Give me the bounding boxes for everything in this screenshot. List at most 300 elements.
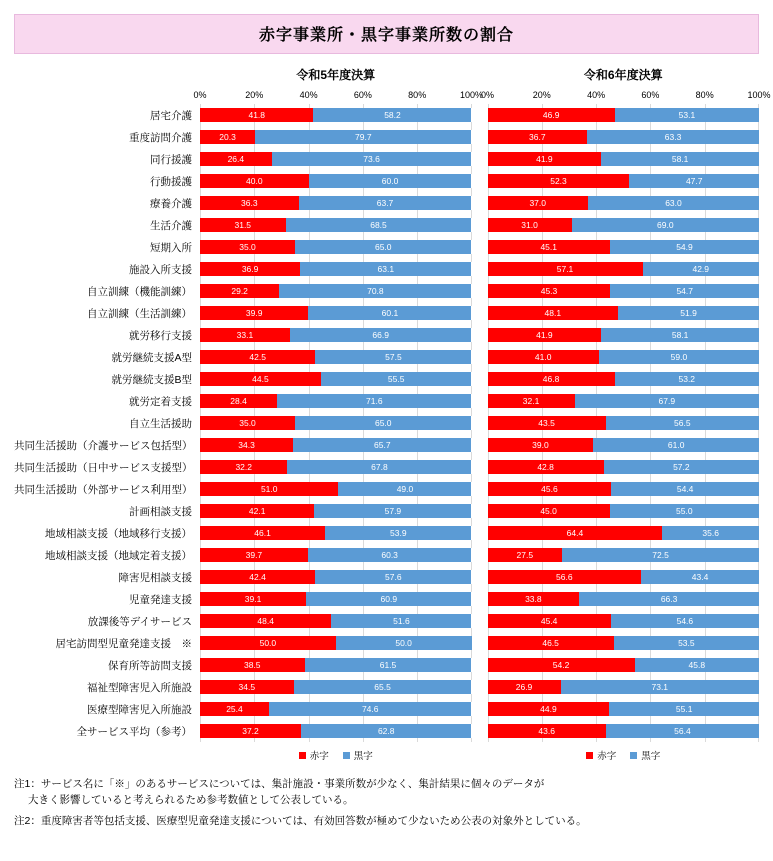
bar-row bbox=[200, 170, 472, 192]
bar-value-label: 25.4 bbox=[226, 703, 243, 714]
bar-segment-blue bbox=[295, 416, 471, 430]
x-axis-tick: 100% bbox=[459, 90, 484, 100]
bar-segment-red bbox=[200, 174, 309, 188]
bar-segment-blue bbox=[609, 702, 759, 716]
bar-value-label: 26.9 bbox=[515, 681, 533, 692]
bar-value-label: 33.1 bbox=[236, 329, 254, 340]
stacked-bar bbox=[200, 548, 472, 562]
category-label-row bbox=[14, 610, 200, 632]
category-label-row bbox=[14, 544, 200, 566]
bar-wrapper bbox=[488, 654, 760, 676]
category-label: 就労移行支援 bbox=[129, 329, 192, 342]
bar-wrapper bbox=[200, 324, 472, 346]
legend-label-blue-0: 黒字 bbox=[353, 751, 373, 762]
bar-value-label: 65.7 bbox=[374, 439, 391, 450]
bar-value-label: 44.5 bbox=[252, 373, 269, 384]
bar-wrapper bbox=[200, 302, 472, 324]
category-label: 自立生活援助 bbox=[129, 417, 192, 430]
bar-segment-red bbox=[488, 724, 606, 738]
bar-segment-red bbox=[200, 592, 306, 606]
bar-value-label: 49.0 bbox=[396, 483, 414, 494]
bar-segment-blue bbox=[662, 526, 759, 540]
bar-segment-red bbox=[488, 108, 615, 122]
bar-row bbox=[488, 236, 760, 258]
bar-wrapper bbox=[200, 258, 472, 280]
stacked-bar bbox=[200, 460, 472, 474]
bar-value-label: 46.1 bbox=[254, 527, 271, 538]
legend-0 bbox=[200, 748, 472, 762]
category-label: 重度訪問介護 bbox=[129, 131, 192, 144]
bar-row bbox=[200, 258, 472, 280]
plot-area-1 bbox=[488, 104, 760, 742]
x-axis-ticks-0 bbox=[193, 90, 484, 104]
bar-segment-red bbox=[200, 350, 315, 364]
legend-swatch-blue-icon bbox=[343, 752, 350, 759]
legend-row bbox=[0, 748, 773, 762]
bar-segment-red bbox=[488, 592, 580, 606]
bar-value-label: 55.0 bbox=[676, 505, 693, 516]
stacked-bar bbox=[200, 196, 472, 210]
bar-value-label: 72.5 bbox=[652, 549, 669, 560]
bar-segment-blue bbox=[618, 306, 759, 320]
bar-segment-red bbox=[488, 372, 615, 386]
bar-segment-blue bbox=[299, 196, 472, 210]
stacked-bar bbox=[200, 372, 472, 386]
note-1-line-1: 注1：サービス名に「※」のあるサービスについては、集計施設・事業所数が少なく、集計結果に個々のデータが bbox=[14, 778, 545, 790]
bar-wrapper bbox=[200, 126, 472, 148]
bar-value-label: 65.0 bbox=[374, 241, 392, 252]
category-label: 共同生活援助（外部サービス利用型） bbox=[14, 483, 193, 496]
bar-segment-blue bbox=[286, 218, 472, 232]
bar-value-label: 48.1 bbox=[544, 307, 562, 318]
bar-row bbox=[488, 104, 760, 126]
bar-row bbox=[200, 676, 472, 698]
bar-row bbox=[200, 236, 472, 258]
bar-value-label: 39.1 bbox=[244, 593, 262, 604]
stacked-bar bbox=[200, 108, 472, 122]
bar-row bbox=[488, 456, 760, 478]
bar-value-label: 29.2 bbox=[231, 285, 248, 296]
stacked-bar bbox=[488, 262, 760, 276]
bar-segment-blue bbox=[277, 394, 471, 408]
bar-wrapper bbox=[488, 676, 760, 698]
bar-segment-blue bbox=[615, 108, 759, 122]
stacked-bar bbox=[200, 614, 472, 628]
bar-rows-0 bbox=[200, 104, 472, 742]
stacked-bar bbox=[200, 702, 472, 716]
bar-value-label: 65.0 bbox=[374, 417, 392, 428]
category-label-row bbox=[14, 258, 200, 280]
bar-wrapper bbox=[200, 390, 472, 412]
bar-value-label: 45.1 bbox=[540, 241, 557, 252]
bar-segment-red bbox=[200, 262, 300, 276]
bar-row bbox=[200, 214, 472, 236]
bar-value-label: 51.0 bbox=[260, 483, 278, 494]
bar-segment-red bbox=[488, 482, 612, 496]
legend-label-red-0: 赤字 bbox=[309, 751, 329, 762]
bar-segment-red bbox=[200, 240, 295, 254]
stacked-bar bbox=[488, 218, 760, 232]
bar-value-label: 55.5 bbox=[387, 373, 405, 384]
bar-segment-red bbox=[200, 394, 277, 408]
bar-segment-red bbox=[200, 152, 272, 166]
bar-wrapper bbox=[488, 324, 760, 346]
bar-wrapper bbox=[200, 676, 472, 698]
stacked-bar bbox=[200, 174, 472, 188]
bar-value-label: 40.0 bbox=[246, 175, 263, 186]
bar-value-label: 46.5 bbox=[542, 637, 559, 648]
bar-value-label: 46.8 bbox=[542, 373, 560, 384]
category-label: 福祉型障害児入所施設 bbox=[87, 681, 192, 694]
stacked-bar bbox=[488, 636, 760, 650]
stacked-bar bbox=[488, 130, 760, 144]
bar-row bbox=[488, 500, 760, 522]
bar-value-label: 53.1 bbox=[678, 109, 696, 120]
bar-segment-red bbox=[488, 240, 610, 254]
category-label-row bbox=[14, 126, 200, 148]
category-label-row bbox=[14, 632, 200, 654]
bar-value-label: 36.3 bbox=[241, 197, 258, 208]
category-label: 就労継続支援B型 bbox=[111, 373, 192, 386]
bar-segment-red bbox=[488, 306, 619, 320]
bar-segment-red bbox=[488, 526, 663, 540]
category-label-row bbox=[14, 654, 200, 676]
bar-segment-red bbox=[488, 218, 572, 232]
stacked-bar bbox=[488, 592, 760, 606]
bar-segment-blue bbox=[295, 240, 471, 254]
bar-value-label: 53.2 bbox=[678, 373, 696, 384]
bar-wrapper bbox=[200, 456, 472, 478]
bar-value-label: 70.8 bbox=[367, 285, 384, 296]
bar-row bbox=[488, 654, 760, 676]
chart-panel-1 bbox=[480, 66, 771, 742]
legend-item-red-0 bbox=[299, 748, 329, 762]
bar-wrapper bbox=[200, 236, 472, 258]
category-label-row bbox=[14, 566, 200, 588]
category-label: 就労継続支援A型 bbox=[111, 351, 192, 364]
bar-value-label: 31.5 bbox=[234, 219, 252, 230]
bar-value-label: 69.0 bbox=[657, 219, 674, 230]
bar-segment-blue bbox=[305, 658, 472, 672]
stacked-bar bbox=[488, 328, 760, 342]
bar-value-label: 35.6 bbox=[702, 527, 719, 538]
bar-value-label: 57.1 bbox=[556, 263, 574, 274]
bar-value-label: 41.9 bbox=[536, 329, 553, 340]
bar-segment-blue bbox=[562, 548, 759, 562]
bar-segment-blue bbox=[615, 372, 759, 386]
category-label-row bbox=[14, 214, 200, 236]
bar-segment-red bbox=[488, 680, 561, 694]
bar-wrapper bbox=[488, 170, 760, 192]
bar-segment-red bbox=[200, 702, 269, 716]
bar-value-label: 32.1 bbox=[522, 395, 540, 406]
legend-item-blue-0 bbox=[343, 748, 373, 762]
bar-wrapper bbox=[488, 214, 760, 236]
note-2-line-1: 注2：重度障害者等包括支援、医療型児童発達支援については、有効回答数が極めて少ないため公表の対象外としている。 bbox=[14, 814, 587, 827]
stacked-bar bbox=[488, 526, 760, 540]
bar-value-label: 39.9 bbox=[245, 307, 263, 318]
bar-segment-red bbox=[200, 460, 287, 474]
bar-segment-blue bbox=[601, 328, 759, 342]
note-2 bbox=[14, 813, 759, 829]
bar-segment-blue bbox=[336, 636, 472, 650]
category-label: 生活介護 bbox=[150, 219, 192, 232]
bar-value-label: 63.1 bbox=[377, 263, 395, 274]
bar-segment-red bbox=[200, 570, 315, 584]
stacked-bar bbox=[200, 350, 472, 364]
bar-value-label: 51.6 bbox=[393, 615, 410, 626]
bar-segment-red bbox=[488, 262, 643, 276]
bar-segment-blue bbox=[641, 570, 759, 584]
bar-segment-red bbox=[488, 548, 563, 562]
bar-row bbox=[200, 478, 472, 500]
stacked-bar bbox=[488, 658, 760, 672]
bar-segment-red bbox=[200, 196, 299, 210]
bar-value-label: 58.1 bbox=[671, 153, 689, 164]
bar-wrapper bbox=[200, 192, 472, 214]
x-axis-tick: 20% bbox=[245, 90, 264, 100]
stacked-bar bbox=[200, 394, 472, 408]
bar-value-label: 61.5 bbox=[379, 659, 397, 670]
bar-wrapper bbox=[200, 610, 472, 632]
stacked-bar bbox=[488, 240, 760, 254]
category-label-row bbox=[14, 192, 200, 214]
bar-row bbox=[488, 478, 760, 500]
stacked-bar bbox=[488, 394, 760, 408]
legend-swatch-blue-icon bbox=[630, 752, 637, 759]
stacked-bar bbox=[200, 284, 472, 298]
bar-row bbox=[488, 412, 760, 434]
stacked-bar bbox=[488, 152, 760, 166]
bar-wrapper bbox=[200, 280, 472, 302]
bar-value-label: 42.1 bbox=[248, 505, 266, 516]
bar-segment-blue bbox=[272, 152, 472, 166]
category-label: 自立訓練（機能訓練） bbox=[87, 285, 192, 298]
bar-segment-red bbox=[488, 702, 610, 716]
bar-wrapper bbox=[488, 500, 760, 522]
bar-value-label: 54.6 bbox=[676, 615, 694, 626]
stacked-bar bbox=[200, 482, 472, 496]
bar-value-label: 47.7 bbox=[685, 175, 703, 186]
category-label: 自立訓練（生活訓練） bbox=[87, 307, 192, 320]
bar-segment-blue bbox=[610, 284, 759, 298]
bar-value-label: 44.9 bbox=[540, 703, 557, 714]
bar-row bbox=[488, 302, 760, 324]
bar-segment-red bbox=[200, 724, 301, 738]
category-label: 計画相談支援 bbox=[129, 505, 192, 518]
bar-segment-blue bbox=[300, 262, 471, 276]
bar-segment-blue bbox=[315, 350, 471, 364]
stacked-bar bbox=[488, 482, 760, 496]
stacked-bar bbox=[488, 724, 760, 738]
bar-row bbox=[200, 544, 472, 566]
bar-wrapper bbox=[200, 566, 472, 588]
bar-value-label: 39.0 bbox=[532, 439, 549, 450]
bar-row bbox=[200, 456, 472, 478]
bar-row bbox=[200, 126, 472, 148]
bar-segment-blue bbox=[604, 460, 759, 474]
bar-segment-red bbox=[488, 416, 606, 430]
bar-value-label: 42.9 bbox=[692, 263, 710, 274]
bar-wrapper bbox=[488, 192, 760, 214]
stacked-bar bbox=[488, 438, 760, 452]
stacked-bar bbox=[488, 680, 760, 694]
category-label: 短期入所 bbox=[150, 241, 192, 254]
bar-value-label: 54.7 bbox=[676, 285, 693, 296]
bar-value-label: 28.4 bbox=[230, 395, 247, 406]
bar-segment-blue bbox=[579, 592, 759, 606]
category-label-row bbox=[14, 280, 200, 302]
legend-label-blue-1: 黒字 bbox=[641, 751, 661, 762]
bar-value-label: 41.8 bbox=[248, 109, 266, 120]
stacked-bar bbox=[488, 570, 760, 584]
bar-wrapper bbox=[200, 346, 472, 368]
bar-segment-blue bbox=[601, 152, 759, 166]
category-label: 地域相談支援（地域定着支援） bbox=[45, 549, 192, 562]
category-label-row bbox=[14, 522, 200, 544]
bar-segment-red bbox=[488, 636, 614, 650]
bar-row bbox=[488, 368, 760, 390]
bar-value-label: 50.0 bbox=[259, 637, 277, 648]
stacked-bar bbox=[200, 570, 472, 584]
bar-segment-red bbox=[200, 526, 325, 540]
bar-wrapper bbox=[200, 148, 472, 170]
bar-value-label: 20.3 bbox=[219, 131, 236, 142]
bar-segment-blue bbox=[306, 592, 471, 606]
bar-wrapper bbox=[488, 148, 760, 170]
bar-segment-red bbox=[488, 570, 642, 584]
bar-value-label: 57.5 bbox=[385, 351, 402, 362]
bar-wrapper bbox=[200, 214, 472, 236]
stacked-bar bbox=[488, 460, 760, 474]
bar-wrapper bbox=[200, 588, 472, 610]
bar-segment-red bbox=[200, 372, 321, 386]
category-label: 児童発達支援 bbox=[129, 593, 192, 606]
category-label: 居宅介護 bbox=[150, 109, 192, 122]
bar-segment-blue bbox=[287, 460, 471, 474]
category-label-row bbox=[14, 148, 200, 170]
bar-value-label: 56.4 bbox=[674, 725, 691, 736]
bar-wrapper bbox=[200, 368, 472, 390]
bar-value-label: 34.5 bbox=[238, 681, 256, 692]
bar-segment-red bbox=[200, 680, 294, 694]
bar-row bbox=[200, 720, 472, 742]
bar-wrapper bbox=[200, 544, 472, 566]
category-label-row bbox=[14, 368, 200, 390]
bar-wrapper bbox=[488, 434, 760, 456]
bar-value-label: 43.4 bbox=[691, 571, 709, 582]
stacked-bar bbox=[200, 504, 472, 518]
bar-row bbox=[200, 698, 472, 720]
bar-wrapper bbox=[488, 302, 760, 324]
bar-wrapper bbox=[488, 346, 760, 368]
page-title-text: 赤字事業所・黒字事業所数の割合 bbox=[258, 27, 514, 44]
x-axis-tick: 40% bbox=[587, 90, 606, 100]
bar-value-label: 66.3 bbox=[660, 593, 678, 604]
bar-value-label: 46.9 bbox=[542, 109, 560, 120]
bar-segment-blue bbox=[588, 196, 759, 210]
chart-panel-0 bbox=[193, 66, 484, 742]
bar-rows-1 bbox=[488, 104, 760, 742]
bar-row bbox=[200, 588, 472, 610]
bar-segment-blue bbox=[611, 482, 759, 496]
bar-row bbox=[200, 302, 472, 324]
bar-value-label: 37.2 bbox=[242, 725, 259, 736]
bar-value-label: 36.9 bbox=[241, 263, 259, 274]
bar-row bbox=[488, 566, 760, 588]
stacked-bar bbox=[488, 174, 760, 188]
bar-value-label: 38.5 bbox=[243, 659, 261, 670]
bar-row bbox=[200, 280, 472, 302]
bar-row bbox=[488, 522, 760, 544]
bar-value-label: 45.8 bbox=[688, 659, 706, 670]
category-label-row bbox=[14, 698, 200, 720]
category-label-row bbox=[14, 478, 200, 500]
bar-wrapper bbox=[488, 126, 760, 148]
bar-segment-blue bbox=[308, 306, 471, 320]
bar-value-label: 35.0 bbox=[239, 417, 256, 428]
bar-segment-blue bbox=[325, 526, 471, 540]
category-label: 共同生活援助（日中サービス支援型） bbox=[14, 461, 193, 474]
bar-wrapper bbox=[200, 654, 472, 676]
bar-wrapper bbox=[200, 478, 472, 500]
category-label: 同行援護 bbox=[150, 153, 192, 166]
bar-row bbox=[488, 698, 760, 720]
bar-wrapper bbox=[488, 456, 760, 478]
x-axis-tick: 100% bbox=[747, 90, 771, 100]
bar-value-label: 56.5 bbox=[674, 417, 691, 428]
category-label: 障害児相談支援 bbox=[118, 571, 192, 584]
stacked-bar bbox=[488, 108, 760, 122]
bar-value-label: 45.6 bbox=[541, 483, 558, 494]
bar-segment-red bbox=[488, 350, 599, 364]
stacked-bar bbox=[488, 702, 760, 716]
legend-swatch-red-icon bbox=[586, 752, 593, 759]
labels-axis-spacer bbox=[14, 90, 200, 104]
bar-row bbox=[200, 104, 472, 126]
category-label: 地域相談支援（地域移行支援） bbox=[45, 527, 192, 540]
bar-value-label: 54.9 bbox=[676, 241, 693, 252]
bar-value-label: 31.0 bbox=[521, 219, 538, 230]
plot-area-0 bbox=[200, 104, 472, 742]
bar-value-label: 37.0 bbox=[529, 197, 546, 208]
category-label: 療養介護 bbox=[150, 197, 192, 210]
bar-wrapper bbox=[200, 170, 472, 192]
bar-wrapper bbox=[200, 698, 472, 720]
bar-segment-blue bbox=[561, 680, 759, 694]
x-axis-tick: 80% bbox=[695, 90, 714, 100]
stacked-bar bbox=[200, 592, 472, 606]
category-label-row bbox=[14, 236, 200, 258]
bar-value-label: 57.6 bbox=[385, 571, 402, 582]
bar-segment-blue bbox=[599, 350, 759, 364]
stacked-bar bbox=[200, 328, 472, 342]
stacked-bar bbox=[200, 724, 472, 738]
bar-value-label: 36.7 bbox=[529, 131, 546, 142]
bar-row bbox=[488, 390, 760, 412]
x-axis-tick: 0% bbox=[480, 90, 495, 100]
bar-wrapper bbox=[488, 368, 760, 390]
bar-value-label: 43.5 bbox=[538, 417, 555, 428]
bar-row bbox=[200, 500, 472, 522]
bar-wrapper bbox=[488, 544, 760, 566]
stacked-bar bbox=[488, 196, 760, 210]
category-label-row bbox=[14, 324, 200, 346]
bar-segment-blue bbox=[255, 130, 471, 144]
bar-value-label: 57.9 bbox=[384, 505, 402, 516]
bar-row bbox=[200, 522, 472, 544]
bar-row bbox=[200, 346, 472, 368]
